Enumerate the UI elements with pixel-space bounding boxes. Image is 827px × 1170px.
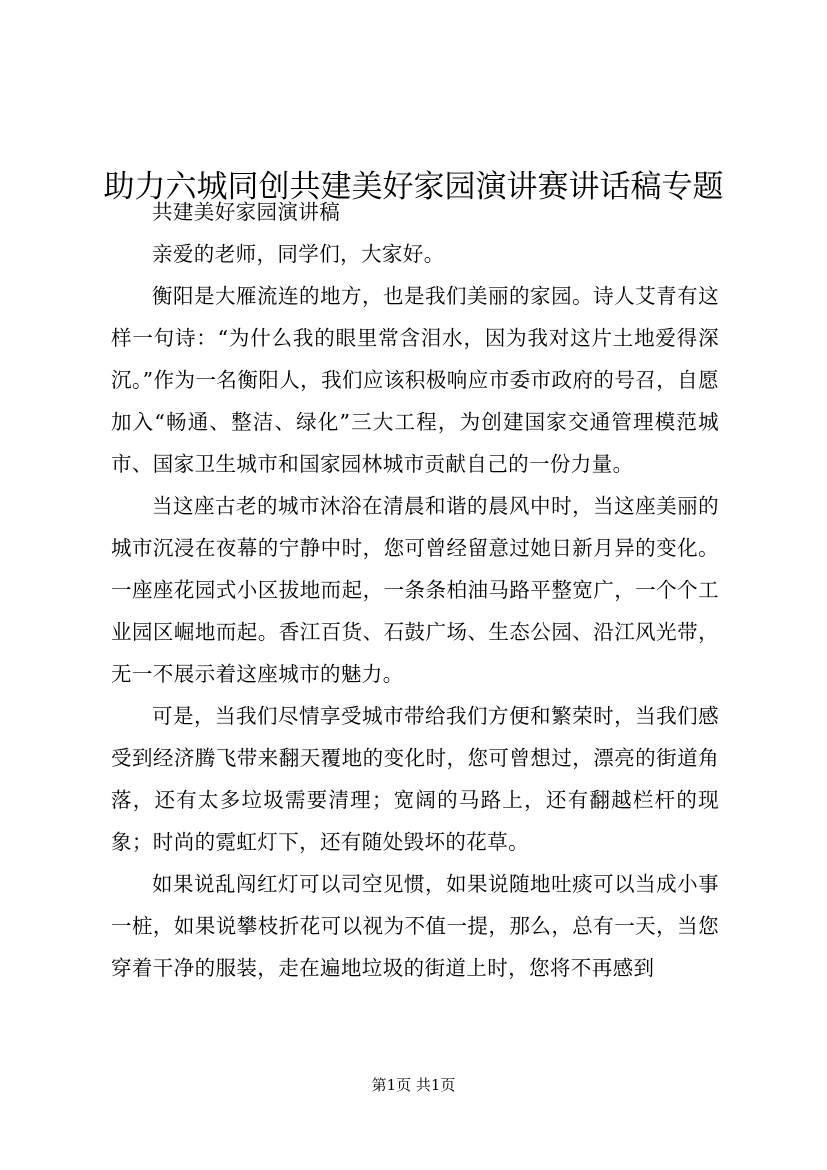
paragraph-greeting: 亲爱的老师，同学们，大家好。 <box>152 242 445 266</box>
document-title: 助力六城同创共建美好家园演讲赛讲话稿专题 <box>103 168 724 205</box>
paragraph: 如果说乱闯红灯可以司空见惯，如果说随地吐痰可以当成小事一桩，如果说攀枝折花可以视为不值一提，那么，总有一天，当您穿着干净的服装，走在遍地垃圾的街道上时，您将不再感到 <box>111 872 719 980</box>
paragraph: 衡阳是大雁流连的地方，也是我们美丽的家园。诗人艾青有这样一句诗：“为什么我的眼里常含泪水，因为我对这片土地爱得深沉。”作为一名衡阳人，我们应该积极响应市委市政府的号召，自愿加入“畅通、整洁、绿化”三大工程，为创建国家交通管理模范城市、国家卫生城市和国家园林城市贡献自己的一份力量。 <box>111 284 719 476</box>
document-body <box>111 191 719 989</box>
paragraph: 当这座古老的城市沐浴在清晨和谐的晨风中时，当这座美丽的城市沉浸在夜幕的宁静中时，您可曾经留意过她日新月异的变化。一座座花园式小区拔地而起，一条条柏油马路平整宽广，一个个工业园区崛地而起。香江百货、石鼓广场、生态公园、沿江风光带，无一不展示着这座城市的魅力。 <box>111 494 719 686</box>
page-footer: 第1页 共1页 <box>371 1076 456 1094</box>
paragraph-subtitle: 共建美好家园演讲稿 <box>152 200 341 224</box>
paragraph: 可是，当我们尽情享受城市带给我们方便和繁荣时，当我们感受到经济腾飞带来翻天覆地的变化时，您可曾想过，漂亮的街道角落，还有太多垃圾需要清理；宽阔的马路上，还有翻越栏杆的现象；时尚的霓虹灯下，还有随处毁坏的花草。 <box>111 704 719 854</box>
